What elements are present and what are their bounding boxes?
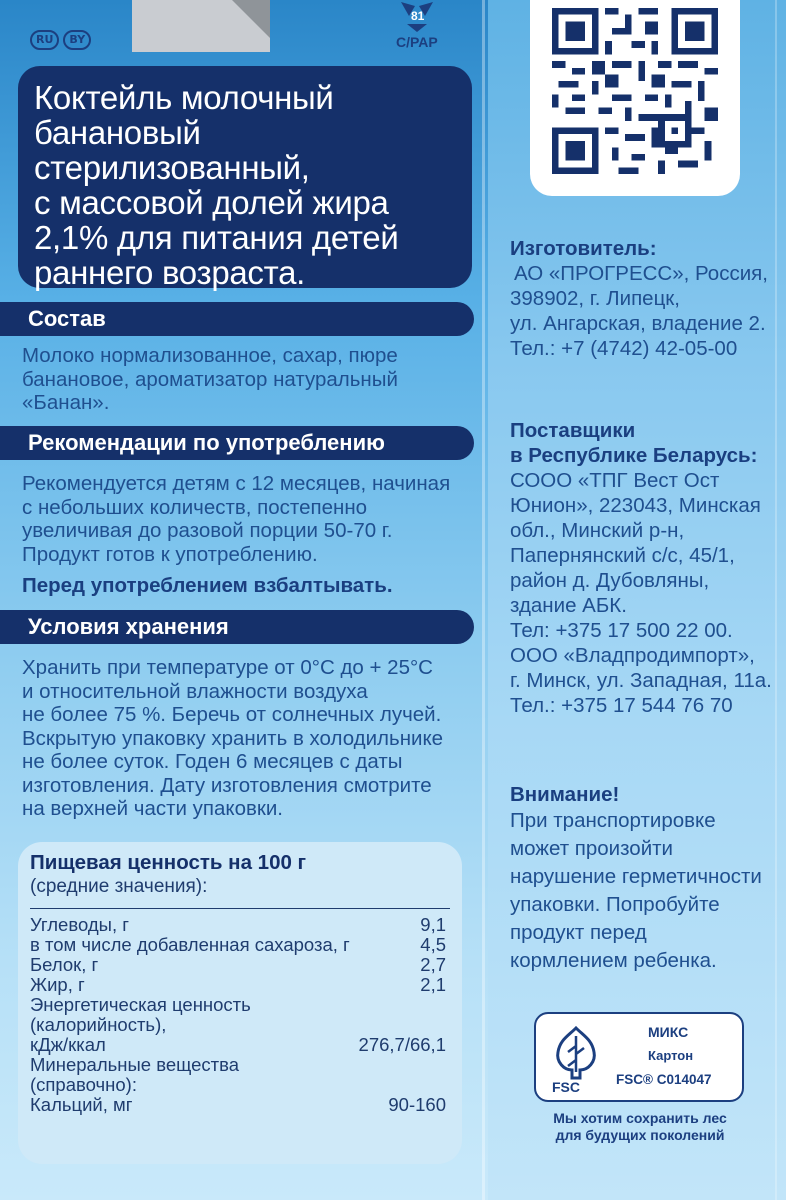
nutrition-value [446, 1055, 450, 1075]
nutrition-label: Кальций, мг [30, 1094, 133, 1115]
storage-line: и относительной влажности воздуха [22, 679, 368, 703]
title-line: банановый [34, 114, 201, 151]
recommendations-line: Продукт готов к употреблению. [22, 542, 318, 566]
nutrition-label: Белок, г [30, 954, 99, 975]
nutrition-value: 2,1 [420, 974, 446, 995]
attention-line: упаковки. Попробуйте [510, 893, 720, 916]
manufacturer-heading: Изготовитель: [510, 237, 657, 260]
nutrition-label: в том числе добавленная сахароза, г [30, 934, 350, 955]
nutrition-value [446, 1075, 450, 1095]
country-badge-ru: RU [30, 30, 59, 50]
title-line: стерилизованный, [34, 149, 310, 186]
nutrition-row [30, 1075, 450, 1095]
manufacturer-block [510, 236, 768, 361]
suppliers-heading: Поставщики [510, 419, 636, 442]
nutrition-value [446, 1015, 450, 1035]
attention-line: продукт перед [510, 921, 647, 944]
storage-line: не более суток. Годен 6 месяцев с даты [22, 750, 403, 773]
nutrition-label: кДж/ккал [30, 1034, 106, 1055]
product-title-box [18, 66, 472, 291]
nutrition-value: 276,7/66,1 [358, 1034, 446, 1055]
recommendations-text [22, 472, 478, 566]
recommendations-line: увеличивая до разовой порции 50-70 г. [22, 519, 393, 542]
storage-line: на верхней части упаковки. [22, 797, 283, 820]
storage-line: не более 75 %. Беречь от солнечных лучей. [22, 703, 442, 726]
nutrition-label: Энергетическая ценность [30, 994, 251, 1015]
fsc-logo-text: FSC [552, 1079, 580, 1094]
supplier-line: СООО «ТПГ Вест Ост [510, 469, 720, 492]
recommendations-line: Рекомендуется детям с 12 месяцев, начиная [22, 472, 451, 495]
nutrition-label: (калорийность), [30, 1014, 167, 1035]
title-line: с массовой долей жира [34, 184, 389, 221]
nutrition-title: Пищевая ценность на 100 г [30, 851, 307, 874]
svg-text:81: 81 [411, 9, 425, 23]
fold-line-right [775, 0, 777, 1200]
title-line: раннего возраста. [34, 254, 305, 291]
nutrition-value [446, 995, 450, 1015]
nutrition-row [30, 955, 450, 975]
nutrition-row [30, 995, 450, 1015]
recommendations-line: с небольших количеств, постепенно [22, 495, 368, 519]
nutrition-label: Жир, г [30, 974, 85, 995]
attention-line: нарушение герметичности [510, 865, 762, 888]
storage-text [22, 656, 478, 821]
attention-line: кормлением ребенка. [510, 949, 717, 972]
fsc-tree-icon [546, 1022, 606, 1094]
nutrition-table [18, 842, 462, 1164]
attention-heading: Внимание! [510, 783, 620, 806]
nutrition-divider [30, 908, 450, 909]
nutrition-value: 90-160 [388, 1094, 446, 1115]
supplier-line: обл., Минский р-н, [510, 519, 685, 542]
composition-text [22, 344, 478, 415]
nutrition-row [30, 1095, 450, 1115]
fold-line [482, 0, 485, 1200]
nutrition-subtitle: (средние значения): [30, 876, 208, 897]
nutrition-row [30, 1055, 450, 1075]
manufacturer-line: АО «ПРОГРЕСС», Россия, [514, 262, 768, 285]
nutrition-value: 2,7 [420, 954, 446, 975]
country-badges [30, 30, 91, 50]
composition-heading: Состав [18, 302, 474, 336]
attention-line: может произойти [510, 837, 673, 860]
fsc-slogan-line: Мы хотим сохранить лес [553, 1110, 727, 1126]
nutrition-value: 9,1 [420, 914, 446, 935]
fsc-label [534, 1012, 744, 1102]
composition-line: банановое, ароматизатор натуральный [22, 367, 398, 391]
supplier-line: Тел: +375 17 500 22 00. [510, 619, 733, 642]
recycle-icon [395, 0, 439, 34]
title-line: Коктейль молочный [34, 79, 334, 116]
manufacturer-line: 398902, г. Липецк, [510, 287, 680, 310]
supplier-line: район д. Дубовляны, [510, 569, 710, 592]
manufacturer-line: ул. Ангарская, владение 2. [510, 312, 766, 335]
storage-line: изготовления. Дату изготовления смотрите [22, 773, 432, 797]
nutrition-row [30, 1015, 450, 1035]
nutrition-value: 4,5 [420, 934, 446, 955]
composition-line: «Банан». [22, 391, 110, 414]
fsc-slogan-line: для будущих поколений [555, 1127, 725, 1143]
attention-line: При транспортировке [510, 809, 716, 832]
nutrition-row [30, 915, 450, 935]
supplier-line: Тел.: +375 17 544 76 70 [510, 694, 733, 717]
country-badge-by: BY [63, 30, 91, 50]
nutrition-row [30, 1035, 450, 1055]
grey-flap-corner [232, 0, 270, 38]
supplier-line: г. Минск, ул. Западная, 11а. [510, 669, 772, 692]
supplier-line: Юнион», 223043, Минская [510, 494, 761, 517]
title-line: 2,1% для питания детей [34, 219, 399, 256]
nutrition-label: Минеральные вещества [30, 1054, 240, 1075]
nutrition-label: (справочно): [30, 1074, 137, 1095]
manufacturer-line: Тел.: +7 (4742) 42-05-00 [510, 337, 738, 360]
suppliers-heading: в Республике Беларусь: [510, 444, 758, 467]
attention-block [510, 782, 762, 975]
suppliers-block [510, 418, 772, 718]
nutrition-label: Углеводы, г [30, 914, 129, 935]
shake-before-use-note: Перед употреблением взбалтывать. [22, 574, 393, 597]
storage-line: Хранить при температуре от 0°С до + 25°С [22, 656, 433, 679]
nutrition-row [30, 975, 450, 995]
supplier-line: ООО «Владпродимпорт», [510, 644, 755, 667]
composition-line: Молоко нормализованное, сахар, пюре [22, 344, 398, 367]
storage-heading: Условия хранения [18, 610, 474, 644]
fsc-mix-label: МИКС [648, 1024, 689, 1040]
recommendations-heading: Рекомендации по употреблению [18, 426, 474, 460]
fsc-slogan [540, 1110, 740, 1144]
supplier-line: Папернянский с/с, 45/1, [510, 544, 735, 567]
qr-code-box [530, 0, 740, 196]
fsc-karton-label: Картон [648, 1048, 694, 1063]
qr-code-icon [552, 8, 718, 174]
recycle-label: C/PAP [396, 34, 438, 50]
supplier-line: здание АБК. [510, 594, 627, 617]
storage-line: Вскрытую упаковку хранить в холодильнике [22, 726, 444, 750]
fsc-code: FSC® C014047 [616, 1072, 712, 1087]
nutrition-row [30, 935, 450, 955]
